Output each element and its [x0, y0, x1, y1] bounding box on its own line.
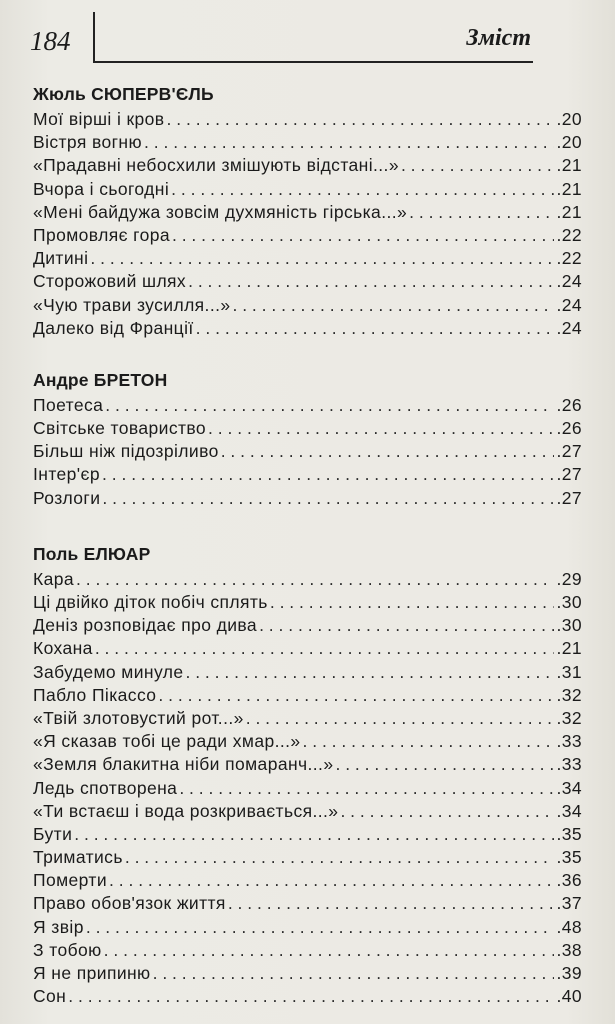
entry-title: Кара: [33, 568, 74, 589]
entry-title: «Земля блакитна ніби помаранч...»: [33, 754, 334, 775]
entry-title: Деніз розповідає про дива: [33, 615, 258, 636]
entry-page: .20: [556, 132, 582, 153]
entry-page: .22: [556, 224, 582, 245]
toc-entry: [33, 440, 582, 463]
dot-leader: [232, 294, 554, 317]
entry-title: Більш ніж підозріливо: [33, 441, 219, 462]
toc-entry: [33, 684, 582, 707]
section-author: Андре БРЕТОН: [33, 369, 168, 390]
entry-page: .30: [556, 615, 582, 636]
entry-title: Ці двійко діток побіч сплять: [33, 592, 268, 612]
entry-title: Далеко від Франції: [33, 317, 194, 338]
header-rule-horizontal: [93, 61, 533, 63]
section-author: Жюль СЮПЕРВ'ЄЛЬ: [33, 84, 214, 104]
entry-title: «Ти встаєш і вода розкривається...»: [33, 800, 339, 821]
dot-leader: [153, 962, 555, 985]
dot-leader: [185, 661, 554, 684]
section-gap: [33, 510, 582, 540]
entry-page: .20: [556, 109, 582, 129]
dot-leader: [102, 487, 554, 510]
entry-page: .35: [556, 823, 582, 844]
toc-entry: [33, 730, 582, 753]
entry-title: Світське товариство: [33, 418, 207, 439]
section-author: Поль ЕЛЮАР: [33, 543, 151, 564]
entry-page: .48: [556, 916, 582, 937]
page-header: [0, 0, 615, 70]
entry-title: «Прадавні небосхили змішують відстані...»: [33, 155, 399, 176]
entry-page: .21: [556, 178, 582, 199]
dot-leader: [340, 800, 554, 823]
entry-title: З тобою: [33, 939, 102, 960]
toc-entry: [33, 916, 582, 939]
toc-entry: [33, 317, 582, 340]
entry-page: .21: [556, 201, 582, 222]
toc-entry: [33, 394, 582, 417]
toc-entry: [33, 154, 582, 177]
entry-page: .40: [556, 986, 582, 1007]
toc-entry: [33, 661, 582, 684]
entry-title: Триматись: [33, 847, 123, 868]
entry-title: Інтер'єр: [33, 464, 101, 485]
entry-title: «Мені байдужа зовсім духмяність гірська...»: [33, 201, 408, 222]
entry-page: .27: [556, 441, 582, 462]
toc-section: [33, 83, 582, 340]
entry-page: .24: [556, 317, 582, 338]
toc-entry: [33, 800, 582, 823]
entry-title: «Я сказав тобі це ради хмар...»: [33, 731, 301, 752]
toc-entry: [33, 294, 582, 317]
entry-page: .24: [556, 271, 582, 292]
dot-leader: [171, 178, 554, 201]
dot-leader: [95, 637, 555, 660]
table-of-contents: [33, 80, 582, 1008]
entry-title: Розлоги: [33, 487, 101, 508]
entry-title: Бути: [33, 823, 73, 844]
toc-entry: [33, 985, 582, 1008]
entry-title: Сон: [33, 986, 67, 1007]
dot-leader: [76, 568, 554, 591]
entry-title: «Чую трави зусилля...»: [33, 294, 231, 315]
entry-title: Померти: [33, 870, 108, 891]
dot-leader: [221, 440, 555, 463]
toc-entry: [33, 591, 582, 614]
entry-page: .32: [556, 684, 582, 705]
dot-leader: [335, 753, 554, 776]
entry-title: Вістря вогню: [33, 132, 143, 153]
entry-page: .27: [556, 487, 582, 508]
dot-leader: [208, 417, 554, 440]
entry-page: .37: [556, 893, 582, 914]
entry-title: Пабло Пікассо: [33, 684, 157, 705]
dot-leader: [228, 892, 555, 915]
entry-title: Мої вірші і кров: [33, 109, 165, 129]
entry-page: .38: [556, 939, 582, 960]
entry-page: .33: [556, 731, 582, 752]
entry-page: .32: [556, 707, 582, 728]
entry-page: .26: [556, 418, 582, 439]
entry-title: Дитині: [33, 248, 89, 269]
entry-page: .31: [556, 661, 582, 682]
toc-entry: [33, 707, 582, 730]
dot-leader: [303, 730, 555, 753]
dot-leader: [270, 591, 555, 614]
entry-page: .35: [556, 847, 582, 868]
toc-entry: [33, 823, 582, 846]
toc-entry: [33, 892, 582, 915]
entry-page: .36: [556, 870, 582, 891]
entry-page: .34: [556, 777, 582, 798]
entry-page: .34: [556, 800, 582, 821]
toc-entry: [33, 131, 582, 154]
toc-entry: [33, 753, 582, 776]
dot-leader: [172, 224, 554, 247]
section-gap: [33, 340, 582, 366]
entry-title: Право обов'язок життя: [33, 893, 226, 914]
entry-title: Поетеса: [33, 394, 104, 415]
entry-title: Сторожовий шлях: [33, 271, 187, 292]
toc-entry: [33, 487, 582, 510]
dot-leader: [125, 846, 555, 869]
entry-page: .29: [556, 568, 582, 589]
entry-page: .33: [556, 754, 582, 775]
toc-entry: [33, 270, 582, 293]
dot-leader: [179, 777, 554, 800]
dot-leader: [158, 684, 554, 707]
entry-page: .24: [556, 294, 582, 315]
dot-leader: [105, 394, 554, 417]
toc-entry: [33, 846, 582, 869]
entry-page: .21: [556, 155, 582, 176]
toc-entry: [33, 614, 582, 637]
dot-leader: [246, 707, 555, 730]
dot-leader: [68, 985, 554, 1008]
toc-entry: [33, 777, 582, 800]
entry-title: Вчора і сьогодні: [33, 178, 170, 199]
entry-title: Ледь спотворена: [33, 777, 178, 798]
entry-title: «Твій злотовустий рот...»: [33, 707, 244, 728]
entry-title: Забудемо минуле: [33, 661, 184, 682]
toc-section: [33, 543, 582, 1009]
entry-page: .26: [556, 394, 582, 415]
dot-leader: [144, 131, 554, 154]
dot-leader: [167, 108, 555, 131]
dot-leader: [188, 270, 554, 293]
entry-page: .30: [556, 592, 582, 612]
entry-page: .27: [556, 464, 582, 485]
dot-leader: [86, 916, 555, 939]
dot-leader: [401, 154, 555, 177]
toc-entry: [33, 224, 582, 247]
dot-leader: [259, 614, 554, 637]
header-title: Зміст: [466, 25, 531, 51]
entry-title: Я звір: [33, 916, 84, 937]
toc-entry: [33, 637, 582, 660]
dot-leader: [109, 869, 554, 892]
toc-entry: [33, 869, 582, 892]
dot-leader: [196, 317, 555, 340]
entry-title: Кохана: [33, 638, 93, 659]
entry-page: .21: [556, 638, 582, 659]
toc-section: [33, 369, 582, 510]
toc-entry: [33, 108, 582, 131]
dot-leader: [74, 823, 554, 846]
page-number: 184: [30, 26, 71, 56]
entry-title: Я не припиню: [33, 963, 151, 983]
entry-page: .39: [556, 963, 582, 983]
dot-leader: [104, 939, 555, 962]
toc-entry: [33, 247, 582, 270]
toc-entry: [33, 201, 582, 224]
toc-entry: [33, 568, 582, 591]
header-rule-vertical: [93, 12, 95, 63]
entry-page: .22: [556, 248, 582, 269]
dot-leader: [409, 201, 554, 224]
entry-title: Промовляє гора: [33, 224, 170, 245]
dot-leader: [90, 247, 554, 270]
dot-leader: [102, 463, 554, 486]
toc-entry: [33, 939, 582, 962]
toc-entry: [33, 417, 582, 440]
toc-entry: [33, 178, 582, 201]
toc-entry: [33, 463, 582, 486]
toc-entry: [33, 962, 582, 985]
